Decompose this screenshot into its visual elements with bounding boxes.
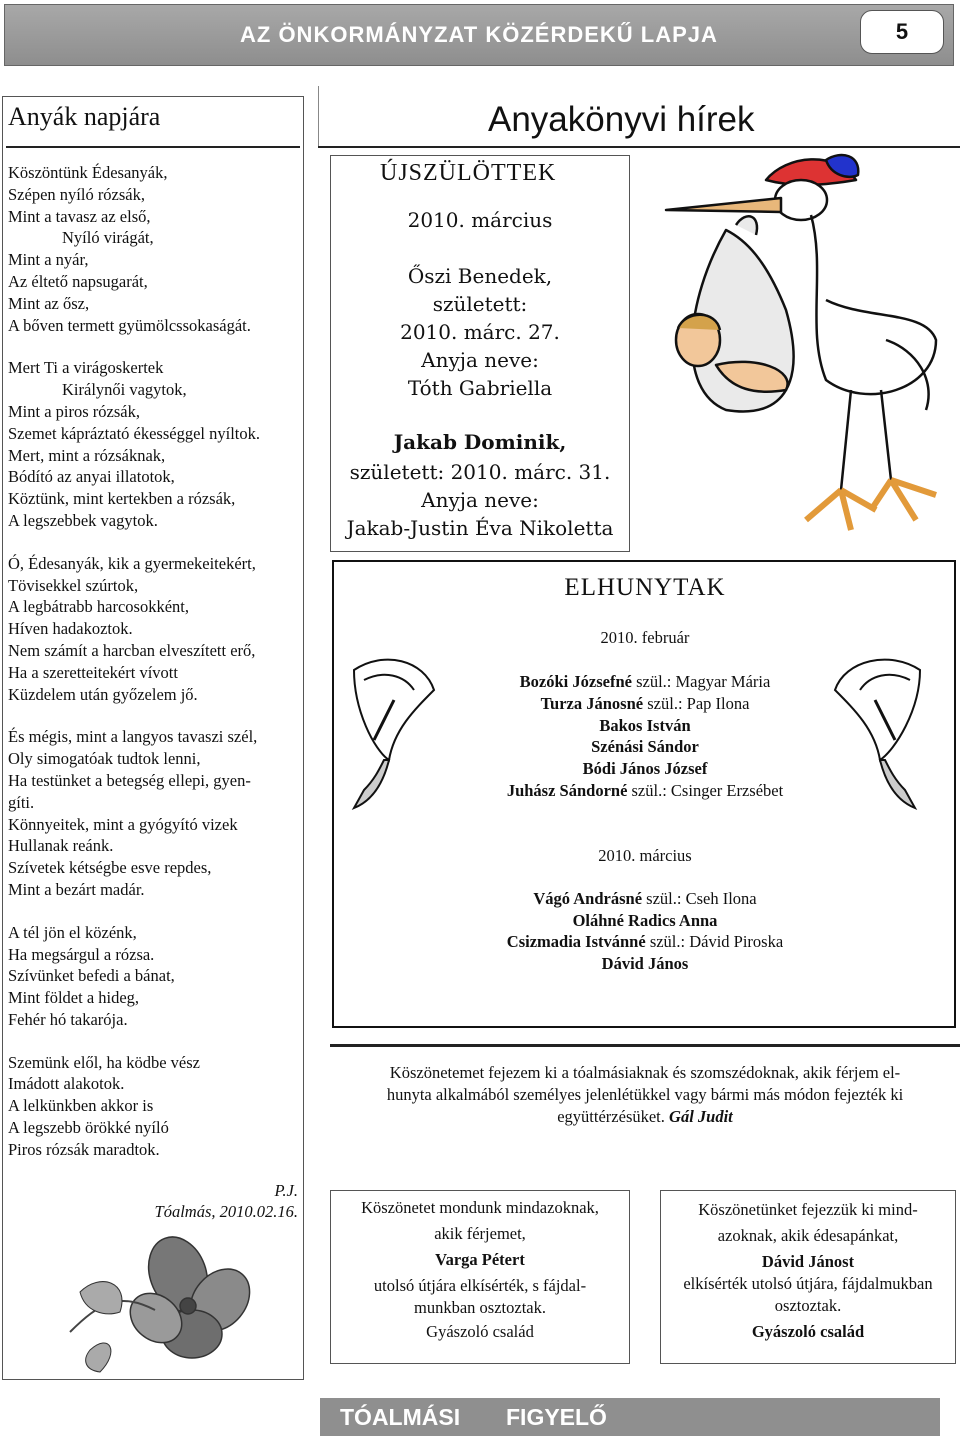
poem-line: Mint a piros rózsák,: [8, 401, 140, 421]
thanks-1-line-2: hunyta alkalmából személyes jelenlétükkel vagy bármi más módon fejezték ki: [386, 1085, 904, 1104]
newborn-1-name: Őszi Benedek,: [407, 264, 553, 288]
deceased-entry: Turza Jánosné szül.: Pap Ilona: [540, 694, 750, 713]
poem-line: Szemet kápráztató ékességgel nyíltok.: [8, 423, 260, 443]
poem-signature-block: [120, 1180, 298, 1222]
poem-line: Szépen nyíló rózsák,: [8, 184, 146, 204]
poem-line: Köztünk, mint kertekben a rózsák,: [8, 489, 236, 509]
deceased-entry: Oláhné Radics Anna: [572, 911, 718, 930]
thanks-box-1-rule: [330, 1044, 960, 1047]
thanks-box-2: [330, 1190, 630, 1364]
poem-stanza: [8, 357, 300, 531]
poem-line: A lelkünkben akkor is: [8, 1096, 154, 1116]
newborn-2-born: született: 2010. márc. 31.: [349, 460, 611, 484]
footer-title-part-2: FIGYELŐ: [506, 1404, 607, 1430]
publication-subtitle: AZ ÖNKORMÁNYZAT KÖZÉRDEKŰ LAPJA: [240, 22, 718, 47]
thanks-2-line: munkban osztoztak.: [414, 1298, 546, 1317]
page-number: 5: [860, 10, 944, 54]
poem-line: Királynői vagytok,: [62, 380, 187, 400]
poem-line: Mert Ti a virágoskertek: [8, 358, 164, 378]
footer-title-part-1: TÓALMÁSI: [340, 1404, 461, 1430]
poem-signature: P.J.: [274, 1181, 298, 1200]
poem-line: Ha a szeretteitekért vívott: [8, 662, 178, 682]
deceased-entry: Csizmadia Istvánné szül.: Dávid Piroska: [506, 932, 784, 951]
poem-line: A bőven termett gyümölcssokaságát.: [8, 315, 251, 335]
poem-line: Ha megsárgul a rózsa.: [8, 944, 155, 964]
thanks-2-line: akik férjemet,: [434, 1224, 526, 1243]
deceased-entry: Dávid János: [601, 954, 689, 973]
section-title: Anyakönyvi hírek: [488, 100, 755, 139]
poem-line: Küzdelem után győzelem jő.: [8, 684, 198, 704]
deceased-entry: Bakos István: [599, 716, 691, 735]
thanks-1-signature: Gál Judit: [669, 1107, 733, 1126]
poem-line: Szívetek kétségbe esve repdes,: [8, 858, 212, 878]
deceased-entry: Vágó Andrásné szül.: Cseh Ilona: [533, 889, 757, 908]
poem-title: Anyák napjára: [8, 102, 161, 131]
poem-line: gíti.: [8, 792, 35, 812]
poem-line: Nem számít a harcban elveszített erő,: [8, 640, 256, 660]
thanks-2-name: Varga Pétert: [435, 1250, 525, 1269]
poem-line: Imádott alakotok.: [8, 1074, 125, 1094]
thanks-1-line-3: együttérzésüket. Gál Judit: [557, 1107, 733, 1126]
poem-line: Oly simogatóak tudtok lenni,: [8, 749, 201, 769]
deceased-month-2: 2010. március: [598, 846, 692, 865]
poem-line: Mint a tavasz az első,: [8, 206, 151, 226]
newborn-1-mother: Tóth Gabriella: [407, 376, 553, 400]
thanks-3-name: Dávid Jánost: [761, 1252, 855, 1271]
poem-line: Mint földet a hideg,: [8, 988, 140, 1008]
thanks-3-line: Köszönetünket fejezzük ki mind-: [698, 1200, 918, 1219]
poem-body: [8, 162, 300, 1182]
poem-line: Mert, mint a rózsáknak,: [8, 445, 166, 465]
poem-stanza: [8, 922, 300, 1031]
deceased-entry: Bódi János József: [582, 759, 708, 778]
poem-line: Nyíló virágát,: [62, 228, 154, 248]
newborn-1-born-label: született:: [432, 292, 528, 316]
thanks-2-line: Köszönetet mondunk mindazoknak,: [361, 1198, 599, 1217]
thanks-3-line: osztoztak.: [774, 1296, 842, 1315]
newborn-1-mother-label: Anyja neve:: [421, 348, 539, 372]
thanks-box-1: [330, 1062, 960, 1128]
deceased-heading: ELHUNYTAK: [564, 574, 726, 601]
poem-line: A legbátrabb harcosokként,: [8, 597, 189, 617]
newborn-2-mother: Jakab-Justin Éva Nikoletta: [346, 516, 614, 540]
poem-stanza: [8, 162, 300, 336]
poem-stanza: [8, 553, 300, 706]
poem-line: Mint az ősz,: [8, 293, 90, 313]
thanks-2-signature: Gyászoló család: [426, 1322, 534, 1341]
calla-lily-right-illustration: [820, 650, 940, 810]
section-title-rule: [318, 146, 960, 148]
stork-illustration: [636, 150, 956, 550]
poem-line: Híven hadakoztok.: [8, 619, 133, 639]
poem-line: Fehér hó takarója.: [8, 1009, 128, 1029]
poem-place-date: Tóalmás, 2010.02.16.: [154, 1202, 298, 1221]
poem-line: Ha testünket a betegség ellepi, gyen-: [8, 770, 251, 790]
poem-line: A tél jön el közénk,: [8, 922, 137, 942]
poem-line: És mégis, mint a langyos tavaszi szél,: [8, 727, 258, 747]
poem-line: Köszöntünk Édesanyák,: [8, 163, 168, 182]
newborn-2-name: Jakab Dominik,: [393, 430, 567, 454]
poem-line: Ó, Édesanyák, kik a gyermekeitekért,: [8, 553, 256, 573]
poem-line: Piros rózsák maradtok.: [8, 1139, 160, 1159]
newborn-1-date: 2010. márc. 27.: [400, 320, 560, 344]
poem-line: Az éltető napsugarát,: [8, 271, 148, 291]
poem-line: A legszebb örökké nyíló: [8, 1118, 169, 1138]
poem-line: Bódító az anyai illatotok,: [8, 467, 175, 487]
deceased-entry: Szénási Sándor: [591, 737, 699, 756]
poem-line: Tövisekkel szúrtok,: [8, 575, 139, 595]
poem-line: Könnyeitek, mint a gyógyító vizek: [8, 814, 238, 834]
poem-line: Mint a nyár,: [8, 250, 89, 270]
thanks-3-line: elkísérték utolsó útjára, fájdalmukban: [683, 1274, 933, 1293]
poem-line: A legszebbek vagytok.: [8, 510, 158, 530]
thanks-1-line-1: Köszönetemet fejezem ki a tóalmásiaknak és szomszédoknak, akik férjem el-: [389, 1063, 901, 1082]
thanks-3-signature: Gyászoló család: [751, 1322, 865, 1341]
poem-line: Mint a bezárt madár.: [8, 879, 145, 899]
deceased-entry: Juhász Sándorné szül.: Csinger Erzsébet: [506, 781, 784, 800]
title-divider: [318, 86, 319, 148]
thanks-3-line: azoknak, akik édesapánkat,: [717, 1226, 899, 1245]
newborn-2-mother-label: Anyja neve:: [421, 488, 539, 512]
poem-title-rule: [6, 146, 300, 148]
deceased-month-1: 2010. február: [600, 628, 690, 647]
poem-line: Szemünk elől, ha ködbe vész: [8, 1052, 200, 1072]
calla-lily-left-illustration: [334, 650, 444, 810]
poem-stanza: [8, 726, 300, 900]
thanks-2-line: utolsó útjára elkísérték, s fájdal-: [373, 1276, 587, 1295]
newborn-heading: ÚJSZÜLÖTTEK: [380, 160, 557, 186]
poem-line: Szívünket befedi a bánat,: [8, 966, 175, 986]
deceased-entry: Bozóki Józsefné szül.: Magyar Mária: [519, 672, 771, 691]
poem-stanza: [8, 1052, 300, 1161]
flower-illustration: [60, 1222, 270, 1382]
newborn-month: 2010. március: [407, 208, 553, 232]
thanks-box-3: [660, 1190, 956, 1364]
poem-line: Hullanak reánk.: [8, 836, 114, 856]
